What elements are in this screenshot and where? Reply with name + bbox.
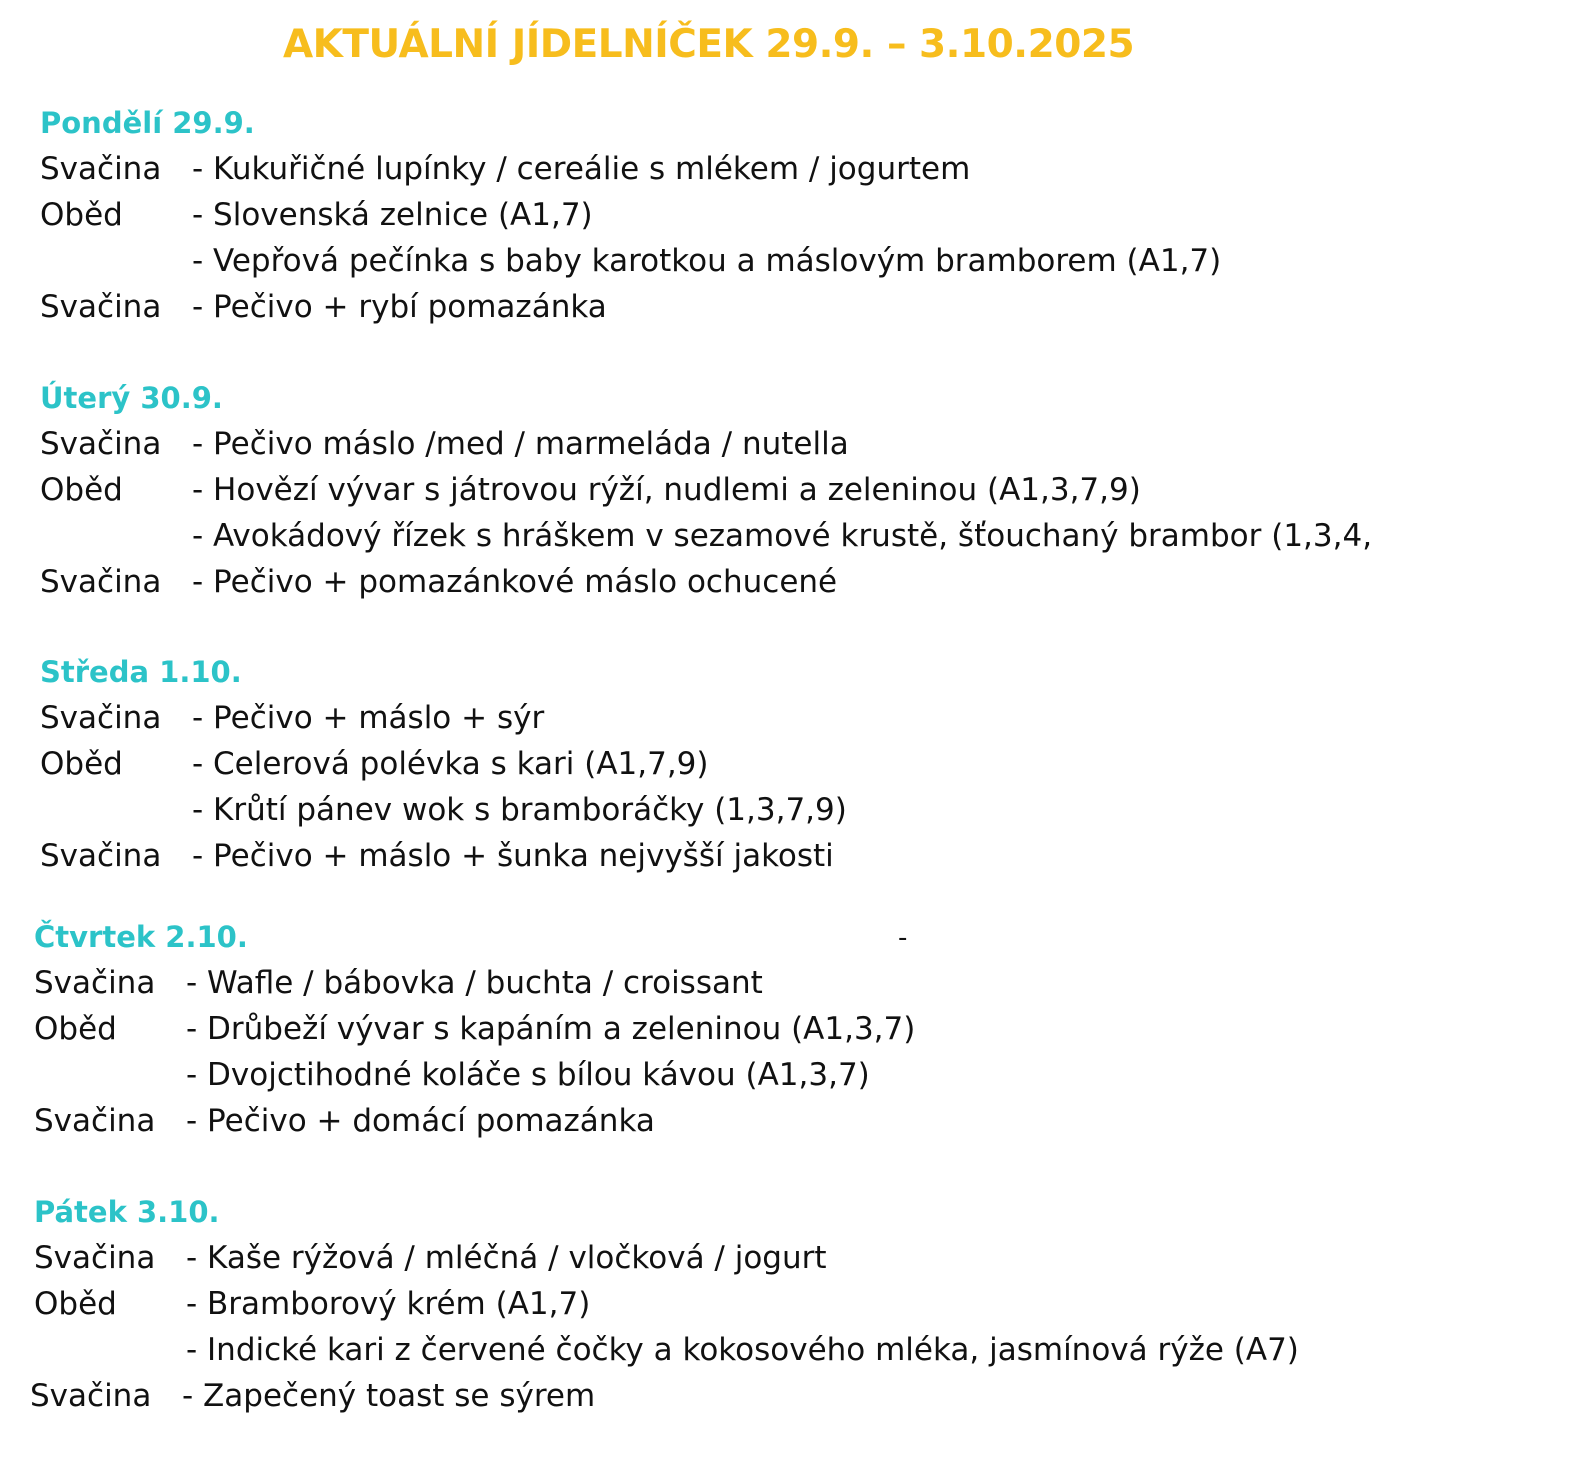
menu-row (30, 1373, 1534, 1419)
dish-text: - Wafle / bábovka / buchta / croissant (186, 965, 763, 1001)
meal-type: Svačina (40, 426, 162, 462)
dish-text: - Vepřová pečínka s baby karotkou a máslovým bramborem (A1,7) (192, 243, 1222, 279)
menu-row (34, 1235, 1534, 1281)
dish-text: - Hovězí vývar s játrovou rýží, nudlemi a zeleninou (A1,3,7,9) (192, 472, 1141, 508)
menu-row (40, 467, 1540, 513)
menu-row (34, 1281, 1534, 1327)
meal-type: Svačina (40, 289, 162, 325)
menu-row (40, 238, 1540, 284)
menu-row (34, 1006, 1534, 1052)
dish-text: - Slovenská zelnice (A1,7) (192, 197, 593, 233)
dish-text: - Pečivo + domácí pomazánka (186, 1103, 655, 1139)
meal-type: Oběd (40, 472, 123, 508)
menu-row (40, 559, 1540, 605)
meal-type: Svačina (40, 700, 162, 736)
stray-dash-mark: - (898, 923, 908, 953)
dish-text: - Celerová polévka s kari (A1,7,9) (192, 746, 709, 782)
dish-text: - Kukuřičné lupínky / cereálie s mlékem / jogurtem (192, 151, 971, 187)
day-tuesday (40, 375, 1540, 605)
dish-text: - Kaše rýžová / mléčná / vločková / jogurt (186, 1240, 827, 1276)
meal-type: Oběd (40, 197, 123, 233)
dish-text: - Pečivo + máslo + šunka nejvyšší jakosti (192, 838, 834, 874)
meal-type: Svačina (40, 564, 162, 600)
dish-text: - Dvojctihodné koláče s bílou kávou (A1,3,7) (186, 1057, 870, 1093)
day-monday (40, 100, 1540, 330)
dish-text: - Pečivo máslo /med / marmeláda / nutella (192, 426, 849, 462)
menu-row (40, 146, 1540, 192)
meal-type: Oběd (34, 1286, 117, 1322)
meal-type: Svačina (40, 838, 162, 874)
meal-type: Svačina (34, 965, 156, 1001)
menu-row (40, 741, 1540, 787)
menu-row (40, 513, 1540, 559)
meal-type: Svačina (34, 1240, 156, 1276)
menu-row (34, 960, 1534, 1006)
menu-row (34, 1098, 1534, 1144)
day-heading: Pondělí 29.9. (40, 106, 255, 140)
menu-row (40, 192, 1540, 238)
menu-row (40, 833, 1540, 879)
menu-row (40, 284, 1540, 330)
dish-text: - Pečivo + pomazánkové máslo ochucené (192, 564, 838, 600)
dish-text: - Drůbeží vývar s kapáním a zeleninou (A1,3,7) (186, 1011, 916, 1047)
meal-type: Svačina (34, 1103, 156, 1139)
menu-row (34, 1327, 1534, 1373)
day-thursday (34, 914, 1534, 1144)
meal-type: Oběd (40, 746, 123, 782)
dish-text: - Bramborový krém (A1,7) (186, 1286, 591, 1322)
dish-text: - Pečivo + rybí pomazánka (192, 289, 607, 325)
dish-text: - Zapečený toast se sýrem (182, 1378, 596, 1414)
dish-text: - Indické kari z červené čočky a kokosového mléka, jasmínová rýže (A7) (186, 1332, 1299, 1368)
day-friday (30, 1189, 1534, 1419)
page-title: AKTUÁLNÍ JÍDELNÍČEK 29.9. – 3.10.2025 (283, 22, 1135, 67)
day-heading: Pátek 3.10. (34, 1195, 220, 1229)
menu-row (40, 695, 1540, 741)
dish-text: - Pečivo + máslo + sýr (192, 700, 545, 736)
day-heading: Čtvrtek 2.10. (34, 920, 248, 954)
menu-row (34, 1052, 1534, 1098)
dish-text: - Avokádový řízek s hráškem v sezamové krustě, šťouchaný brambor (1,3,4, (192, 518, 1372, 554)
meal-type: Svačina (30, 1378, 152, 1414)
dish-text: - Krůtí pánev wok s bramboráčky (1,3,7,9) (192, 792, 847, 828)
meal-type: Oběd (34, 1011, 117, 1047)
day-heading: Středa 1.10. (40, 655, 242, 689)
menu-row (40, 421, 1540, 467)
day-wednesday (40, 649, 1540, 879)
meal-type: Svačina (40, 151, 162, 187)
day-heading: Úterý 30.9. (40, 381, 223, 415)
menu-row (40, 787, 1540, 833)
